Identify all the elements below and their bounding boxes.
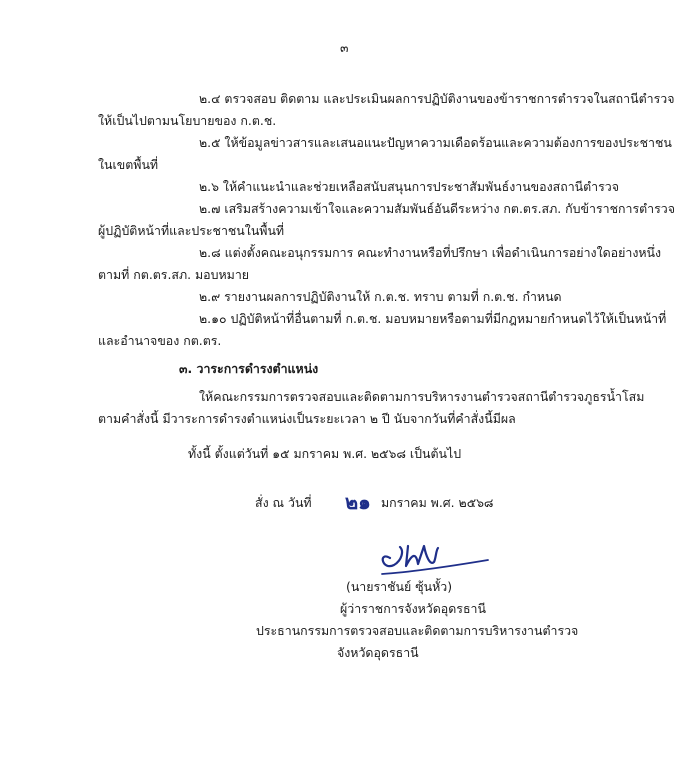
signature: [372, 538, 492, 580]
duty-2-4-line2: ให้เป็นไปตามนโยบายของ ก.ต.ช.: [98, 113, 277, 128]
order-date-day: ๒๑: [345, 490, 371, 514]
duty-2-7-line1: ๒.๗ เสริมสร้างความเข้าใจและความสัมพันธ์อันดีระหว่าง กต.ตร.สภ. กับข้าราชการตำรวจ: [199, 201, 675, 216]
signatory-name: (นายราชันย์ ซุ้นหั้ว): [346, 579, 453, 594]
duty-2-9-line1: ๒.๙ รายงานผลการปฏิบัติงานให้ ก.ต.ช. ทราบ ตามที่ ก.ต.ช. กำหนด: [199, 289, 562, 304]
page-number: ๓: [340, 40, 349, 55]
order-date-prefix: สั่ง ณ วันที่: [255, 495, 312, 510]
signatory-role: ประธานกรรมการตรวจสอบและติดตามการบริหารงานตำรวจ: [256, 623, 579, 638]
duty-2-5-line2: ในเขตพื้นที่: [98, 157, 159, 172]
duty-2-8-line1: ๒.๘ แต่งตั้งคณะอนุกรรมการ คณะทำงานหรือที่ปรึกษา เพื่อดำเนินการอย่างใดอย่างหนึ่ง: [199, 245, 662, 260]
duty-2-5-line1: ๒.๕ ให้ข้อมูลข่าวสารและเสนอแนะปัญหาความเดือดร้อนและความต้องการของประชาชน: [199, 135, 672, 150]
term-line2: ตามคำสั่งนี้ มีวาระการดำรงตำแหน่งเป็นระยะเวลา ๒ ปี นับจากวันที่คำสั่งนี้มีผล: [98, 411, 516, 426]
term-line1: ให้คณะกรรมการตรวจสอบและติดตามการบริหารงานตำรวจสถานีตำรวจภูธรน้ำโสม: [199, 389, 645, 404]
order-date-suffix: มกราคม พ.ศ. ๒๕๖๘: [381, 495, 494, 510]
duty-2-7-line2: ผู้ปฏิบัติหน้าที่และประชาชนในพื้นที่: [98, 223, 285, 238]
signatory-position: ผู้ว่าราชการจังหวัดอุดรธานี: [340, 601, 486, 616]
duty-2-10-line1: ๒.๑๐ ปฏิบัติหน้าที่อื่นตามที่ ก.ต.ช. มอบหมายหรือตามที่มีกฎหมายกำหนดไว้ให้เป็นหน้าที่: [199, 311, 667, 326]
duty-2-6-line1: ๒.๖ ให้คำแนะนำและช่วยเหลือสนับสนุนการประชาสัมพันธ์งานของสถานีตำรวจ: [199, 179, 620, 194]
effective-date: ทั้งนี้ ตั้งแต่วันที่ ๑๕ มกราคม พ.ศ. ๒๕๖๘ เป็นต้นไป: [188, 446, 462, 461]
signatory-province: จังหวัดอุดรธานี: [337, 645, 419, 660]
duty-2-10-line2: และอำนาจของ กต.ตร.: [98, 333, 222, 348]
term-heading: ๓. วาระการดำรงตำแหน่ง: [179, 361, 319, 376]
duty-2-8-line2: ตามที่ กต.ตร.สภ. มอบหมาย: [98, 267, 250, 282]
duty-2-4-line1: ๒.๔ ตรวจสอบ ติดตาม และประเมินผลการปฏิบัติงานของข้าราชการตำรวจในสถานีตำรวจ: [199, 91, 675, 106]
